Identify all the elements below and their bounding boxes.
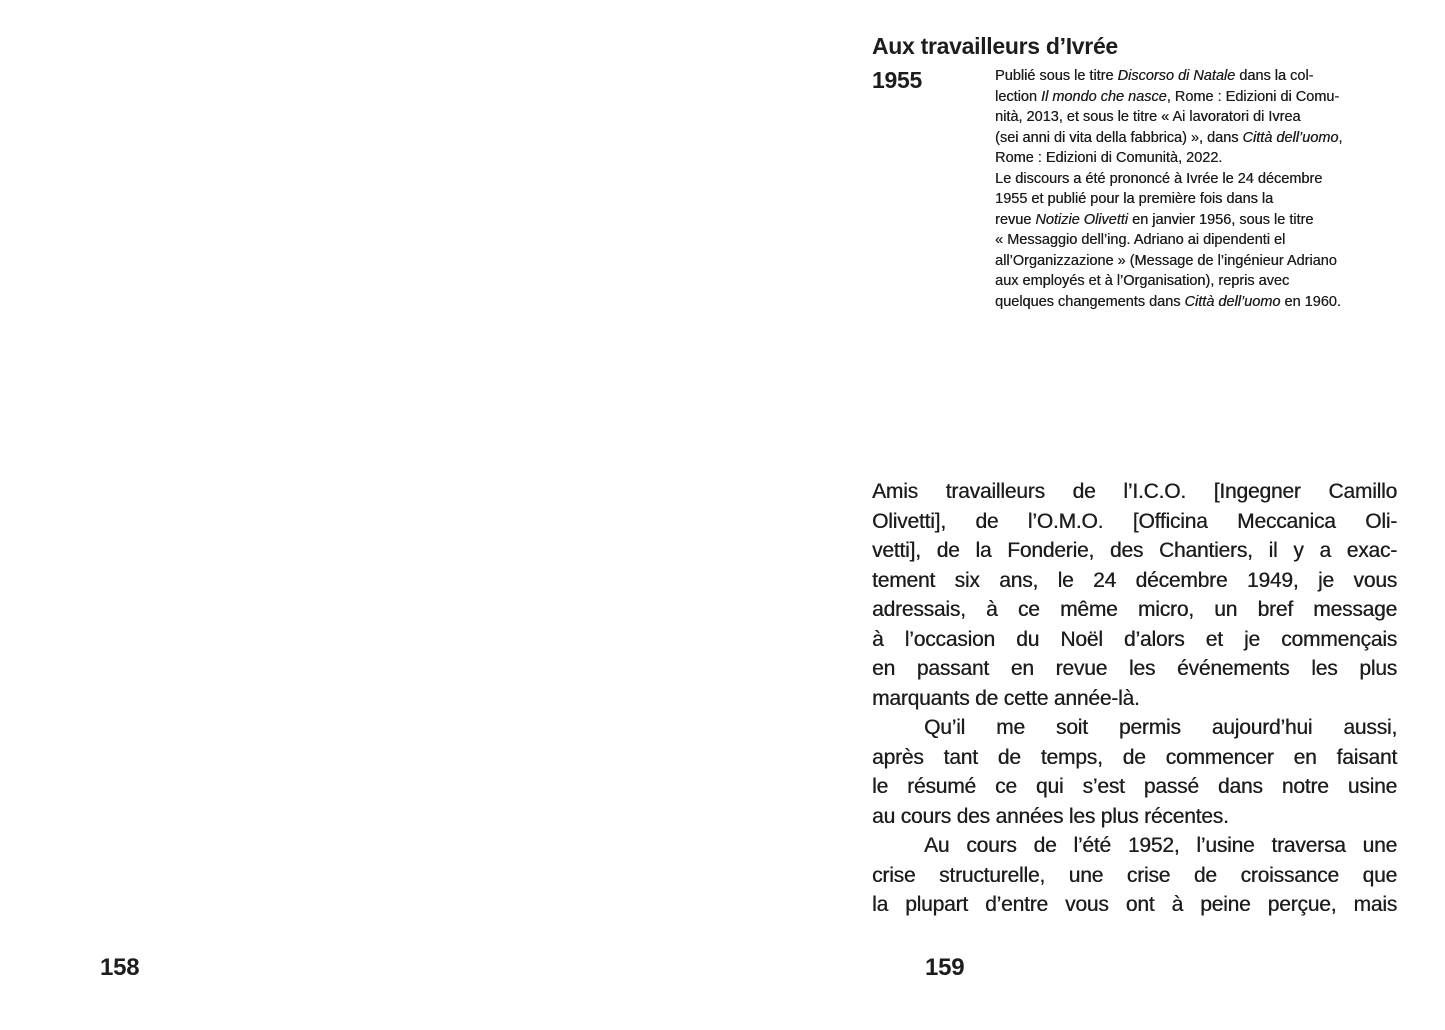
- note-line: aux employés et à l’Organisation), repris avec: [995, 273, 1290, 289]
- page-number-left: 158: [100, 954, 140, 981]
- body-line: Olivetti], de l’O.M.O. [Officina Meccanica Oli-: [872, 509, 1397, 533]
- body-line: le résumé ce qui s’est passé dans notre usine: [872, 775, 1397, 798]
- body-line: Qu’il me soit permis aujourd’hui aussi,: [924, 716, 1397, 739]
- body-line: crise structurelle, une crise de croissance que: [872, 863, 1397, 887]
- note-line: 1955 et publié pour la première fois dans la: [995, 191, 1274, 207]
- note-line: Rome : Edizioni di Comunità, 2022.: [995, 150, 1223, 166]
- body-line: au cours des années les plus récentes.: [872, 804, 1229, 828]
- body-line: adressais, à ce même micro, un bref message: [872, 598, 1397, 621]
- body-line: la plupart d’entre vous ont à peine perçue, mais: [872, 893, 1397, 916]
- note-line: Publié sous le titre Discorso di Natale dans la col-: [995, 68, 1314, 84]
- body-line: tement six ans, le 24 décembre 1949, je vous: [872, 568, 1397, 592]
- note-line: revue Notizie Olivetti en janvier 1956, sous le titre: [995, 211, 1314, 228]
- note-line: quelques changements dans Città dell’uomo en 1960.: [995, 293, 1341, 310]
- body-line: Amis travailleurs de l’I.C.O. [Ingegner Camillo: [872, 480, 1397, 503]
- page-number-right: 159: [925, 954, 965, 981]
- note-line: nità, 2013, et sous le titre « Ai lavoratori di Ivrea: [995, 109, 1301, 125]
- note-line: lection Il mondo che nasce, Rome : Edizioni di Comu-: [995, 88, 1340, 105]
- bibliographic-note: [995, 66, 1342, 312]
- body-line: à l’occasion du Noël d’alors et je commençais: [872, 627, 1397, 651]
- chapter-title: Aux travailleurs d’Ivrée: [872, 33, 1118, 59]
- page-right: [722, 0, 1445, 1030]
- note-line: all’Organizzazione » (Message de l’ingénieur Adriano: [995, 252, 1337, 269]
- body-line: en passant en revue les événements les plus: [872, 657, 1397, 680]
- note-line: (sei anni di vita della fabbrica) », dans Città dell’uomo,: [995, 129, 1343, 146]
- body-line: vetti], de la Fonderie, des Chantiers, il y a exac-: [872, 539, 1397, 562]
- page-left: [0, 0, 722, 1030]
- body-line: après tant de temps, de commencer en faisant: [872, 745, 1397, 769]
- note-line: Le discours a été prononcé à Ivrée le 24 décembre: [995, 170, 1323, 187]
- note-line: « Messaggio dell’ing. Adriano ai dipendenti el: [995, 232, 1286, 248]
- body-line: Au cours de l’été 1952, l’usine traversa une: [924, 834, 1397, 857]
- chapter-year: 1955: [872, 67, 922, 93]
- body-text: [872, 477, 1397, 920]
- body-line: marquants de cette année-là.: [872, 686, 1140, 710]
